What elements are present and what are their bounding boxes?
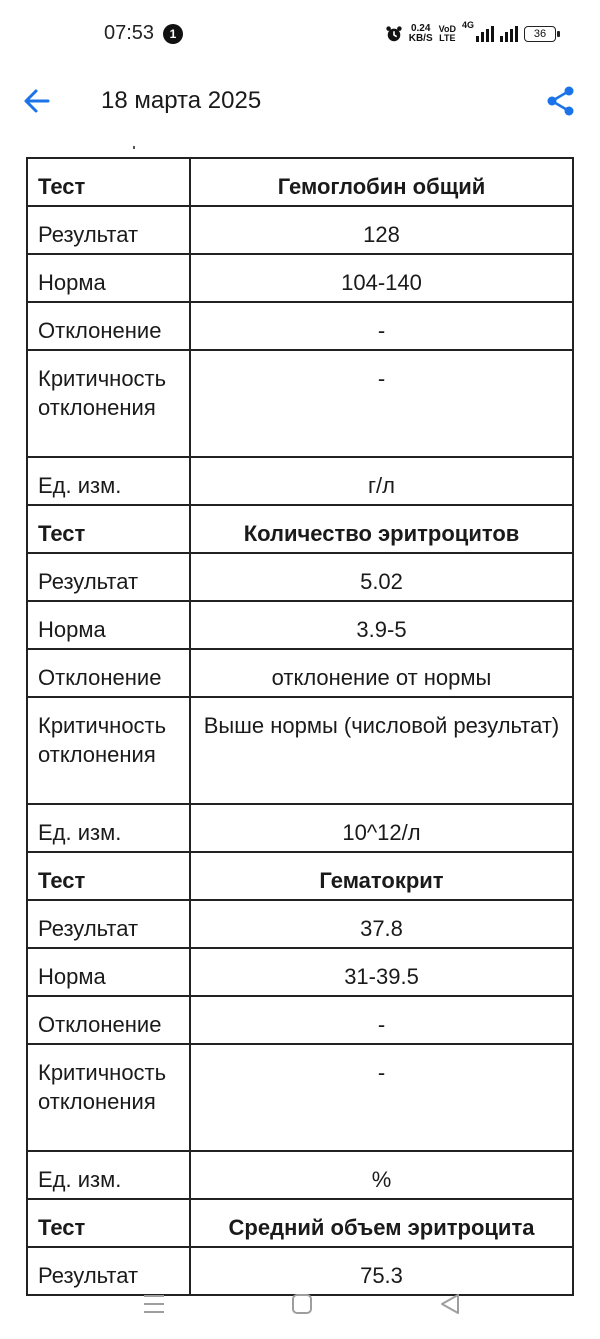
system-nav-bar <box>0 1266 600 1339</box>
row-value: 3.9-5 <box>190 601 573 649</box>
row-value: - <box>190 1044 573 1151</box>
status-icons <box>385 20 556 48</box>
row-label: Критичность отклонения <box>27 1044 190 1151</box>
row-label: Критичность отклонения <box>27 350 190 457</box>
row-value: отклонение от нормы <box>190 649 573 697</box>
row-label: Тест <box>27 505 190 553</box>
row-value: 31-39.5 <box>190 948 573 996</box>
table-row <box>27 1151 573 1199</box>
row-value: 75.3 <box>190 1247 573 1295</box>
table-row <box>27 1044 573 1151</box>
page-title: 18 марта 2025 <box>101 87 262 114</box>
menu-icon[interactable] <box>140 1290 168 1318</box>
lte-label: 4G <box>461 20 474 30</box>
row-value: 37.8 <box>190 900 573 948</box>
row-label: Тест <box>27 1199 190 1247</box>
row-value: - <box>190 302 573 350</box>
row-value: Количество эритроцитов <box>190 505 573 553</box>
row-label: Ед. изм. <box>27 1151 190 1199</box>
table-row <box>27 302 573 350</box>
battery-level: 36 <box>533 28 547 40</box>
row-label: Результат <box>27 1247 190 1295</box>
table-row <box>27 206 573 254</box>
volte-indicator <box>439 25 456 43</box>
row-value: 5.02 <box>190 553 573 601</box>
row-label: Норма <box>27 254 190 302</box>
results-content[interactable] <box>0 135 600 1288</box>
volte-bottom: LTE <box>439 33 456 43</box>
table-row <box>27 601 573 649</box>
table-row <box>27 948 573 996</box>
table-row <box>27 852 573 900</box>
row-value: г/л <box>190 457 573 505</box>
results-table <box>26 157 574 1296</box>
table-row <box>27 900 573 948</box>
row-label: Результат <box>27 900 190 948</box>
row-label: Ед. изм. <box>27 457 190 505</box>
signal-strength-icon-2 <box>500 26 518 42</box>
row-label: Отклонение <box>27 996 190 1044</box>
network-speed-unit: KB/S <box>408 33 433 44</box>
signal-strength-icon <box>476 26 494 42</box>
table-row <box>27 804 573 852</box>
row-value: 10^12/л <box>190 804 573 852</box>
alarm-clock-icon <box>385 25 403 43</box>
row-label: Отклонение <box>27 302 190 350</box>
status-time: 07:53 <box>104 22 155 44</box>
row-value: 128 <box>190 206 573 254</box>
app-bar <box>0 70 600 134</box>
row-label: Тест <box>27 852 190 900</box>
table-row <box>27 254 573 302</box>
row-label: Норма <box>27 601 190 649</box>
notification-badge: 1 <box>163 24 183 44</box>
scroll-remnant <box>133 146 135 149</box>
table-row <box>27 996 573 1044</box>
share-icon[interactable] <box>544 84 578 118</box>
table-row <box>27 505 573 553</box>
back-triangle-icon[interactable] <box>436 1290 464 1318</box>
row-value: % <box>190 1151 573 1199</box>
row-value: Гематокрит <box>190 852 573 900</box>
table-row <box>27 649 573 697</box>
row-label: Отклонение <box>27 649 190 697</box>
table-row <box>27 350 573 457</box>
row-label: Критичность отклонения <box>27 697 190 804</box>
network-speed-value: 0.24 <box>410 23 431 34</box>
row-value: Выше нормы (числовой результат) <box>190 697 573 804</box>
volte-top: VoD <box>438 24 456 34</box>
row-value: 104-140 <box>190 254 573 302</box>
home-square-icon[interactable] <box>288 1290 316 1318</box>
table-row <box>27 457 573 505</box>
row-value: - <box>190 350 573 457</box>
row-label: Результат <box>27 206 190 254</box>
table-row <box>27 697 573 804</box>
row-label: Ед. изм. <box>27 804 190 852</box>
network-speed <box>409 24 433 44</box>
row-value: Гемоглобин общий <box>190 158 573 206</box>
table-row <box>27 158 573 206</box>
arrow-back-icon[interactable] <box>20 84 54 118</box>
row-value: - <box>190 996 573 1044</box>
row-label: Результат <box>27 553 190 601</box>
row-label: Норма <box>27 948 190 996</box>
table-row <box>27 553 573 601</box>
table-row <box>27 1199 573 1247</box>
row-value: Средний объем эритроцита <box>190 1199 573 1247</box>
battery-icon <box>524 26 556 42</box>
status-bar <box>0 0 600 70</box>
row-label: Тест <box>27 158 190 206</box>
